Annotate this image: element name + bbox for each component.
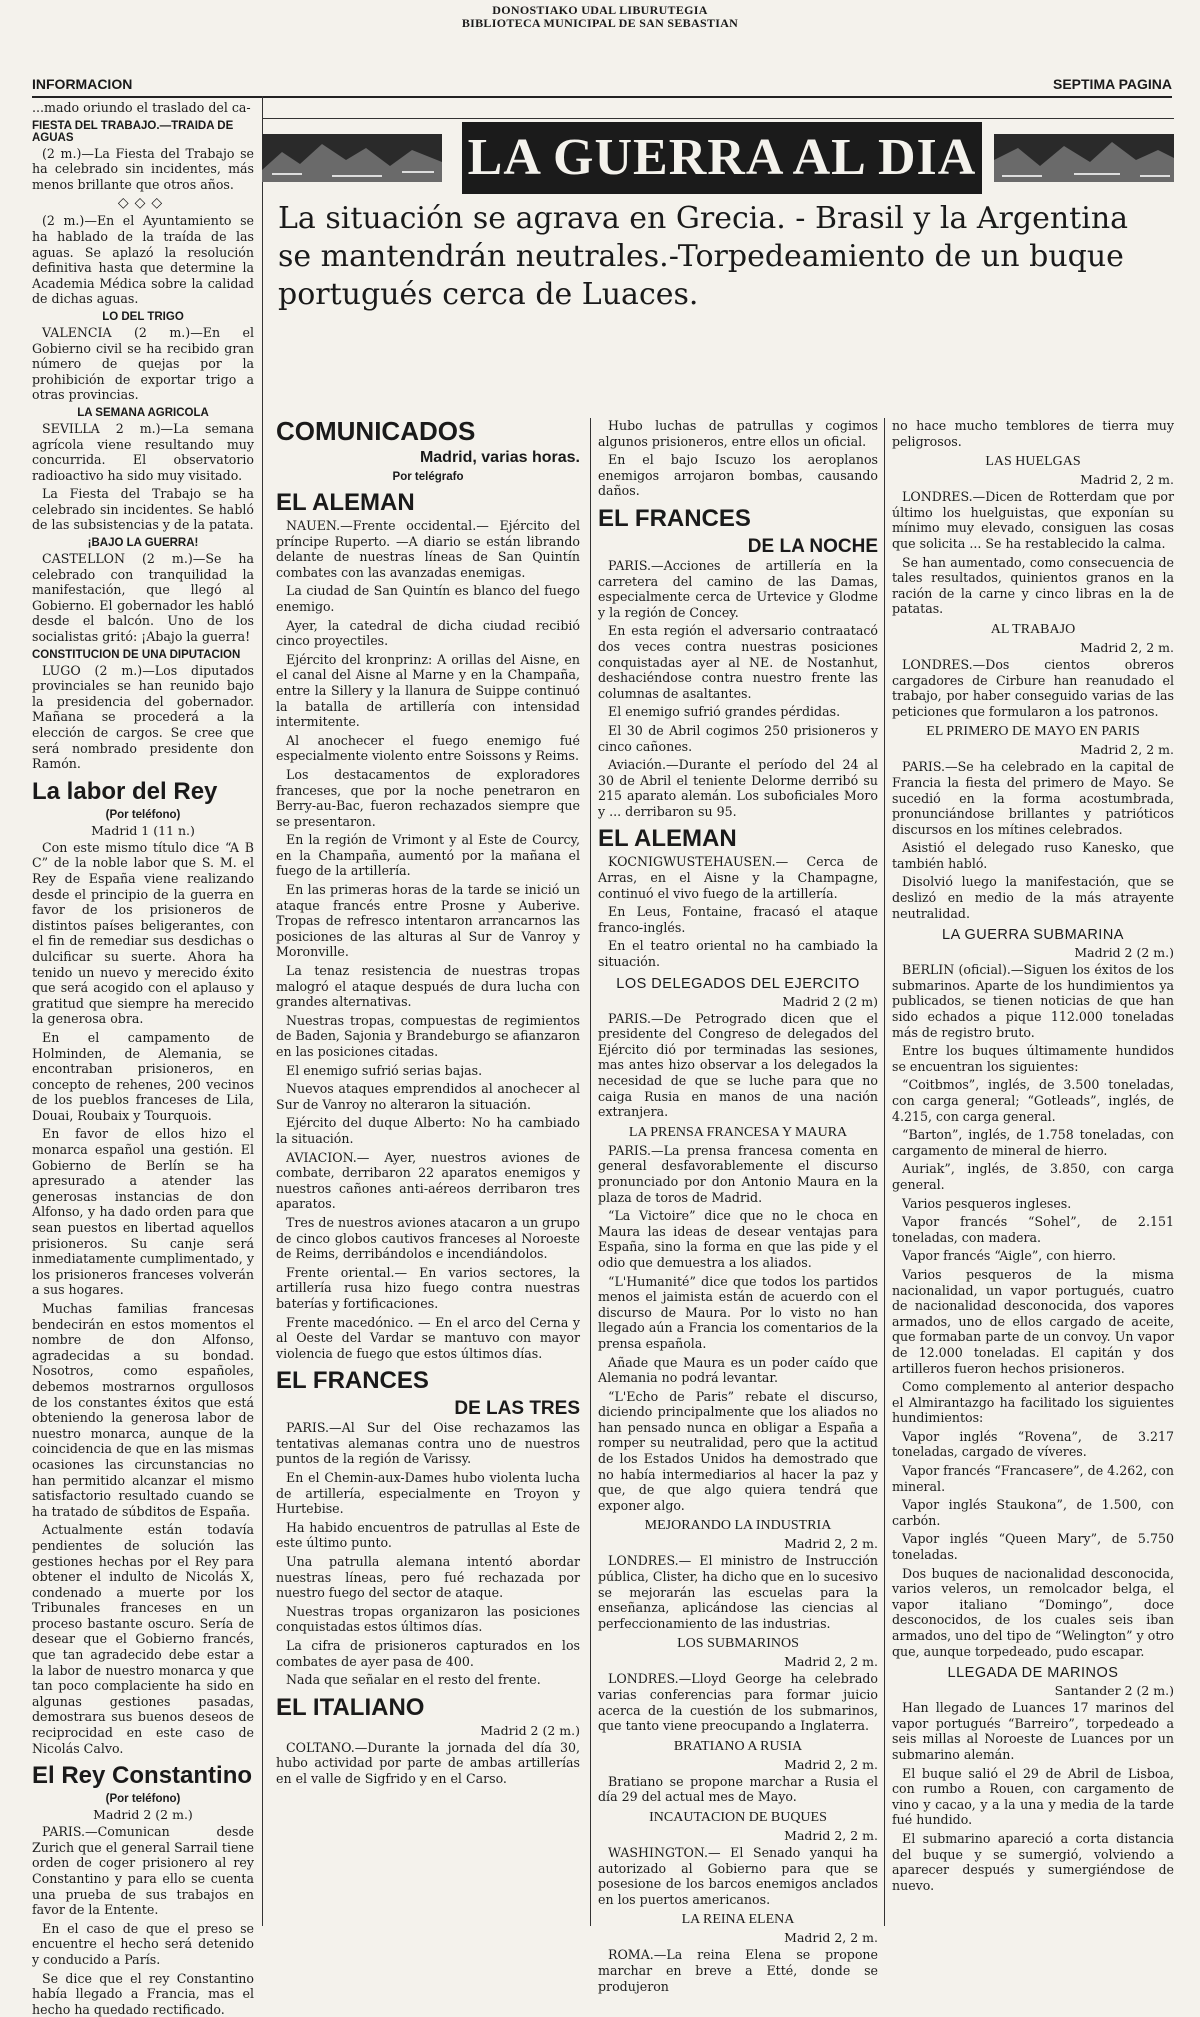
paragraph: Vapor francés “Francasere”, de 4.262, con mineral. xyxy=(892,1463,1174,1494)
dateline: Madrid 2, 2 m. xyxy=(1080,639,1174,655)
paragraph: El enemigo sufrió serias bajas. xyxy=(286,1062,483,1078)
archive-header xyxy=(0,4,1200,30)
paragraph: LONDRES.— El ministro de Instrucción pública, Clister, ha dicho que en lo sucesivo se mejorarán las escuelas para la enseñanza, aplicándose las ciencias al perfeccionamiento de las industrias. xyxy=(598,1553,878,1631)
section-title: COMUNICADOS xyxy=(276,416,476,446)
paragraph: Al anochecer el fuego enemigo fué especialmente violento entre Soissons y Reims. xyxy=(276,732,580,764)
paragraph: PARIS.—De Petrogrado dicen que el presidente del Congreso de delegados del Ejército dió por terminadas las sesiones, mas antes hizo observar a los delegados la necesidad de que se luche para que no caiga Rusia en manos de una nación extranjera. xyxy=(598,1010,878,1120)
paragraph: Muchas familias francesas bendecirán en estos momentos el nombre de don Alfonso, agradecidas a su bondad. Nosotros, como españoles, debemos mostrarnos orgullosos de los constantes éxitos que está obteniendo la generosa labor de nuestro monarca, aunque de la coincidencia de que en las mismas ocasiones las circunstancias no han permitido alcanzar el mismo satisfactorio resultado cuando se ha tratado de súbditos de España. xyxy=(32,1301,254,1519)
paragraph: “La Victoire” dice que no le choca en Maura las ideas de desear ventajas para España, sino la forma en que las pide y el odio que demuestra a los aliados. xyxy=(598,1208,878,1270)
article-title: MEJORANDO LA INDUSTRIA xyxy=(644,1518,832,1534)
banner-ornament-right xyxy=(994,130,1174,186)
paragraph: En las primeras horas de la tarde se inició un ataque francés entre Prosne y Auberive. Tropas de refresco intentaron arrancarnos las posiciones de las alturas al Sur de Vanroy y Moronville. xyxy=(276,882,580,960)
article-subtitle: DE LAS TRES xyxy=(454,1398,580,1420)
paragraph: Con este mismo título dice “A B C” de la noble labor que S. M. el Rey de España viene realizando desde el principio de la guerra en favor de los prisioneros de distintos países beligerantes, con el fin de remediar sus desdichas o dulcificar su suerte. Ahora ha tenido un nuevo y merecido éxito que será acogido con el aplauso y gratitud que siempre ha merecido la generosa obra. xyxy=(32,839,254,1027)
article-title: AL TRABAJO xyxy=(990,621,1076,637)
article-title: LA PRENSA FRANCESA Y MAURA xyxy=(628,1124,848,1140)
paragraph: Ejército del kronprinz: A orillas del Aisne, en el canal del Aisne al Marne y en la Champaña, entre la Sillery y la llanura de Suippe continuó la batalla de artillería con intensidad intermitente. xyxy=(276,651,580,730)
paragraph: CASTELLON (2 m.)—Se ha celebrado con tranquilidad la manifestación, que llegó al Gobierno. El gobernador les habló desde el balcón. Uno de los socialistas gritó: ¡Abajo la guerra! xyxy=(32,551,254,645)
dateline: Madrid 2 (2 m.) xyxy=(1074,945,1174,961)
paragraph: Una patrulla alemana intentó abordar nuestras líneas, pero fué rechazada por nuestro fuego del sector de ataque. xyxy=(276,1554,580,1601)
paragraph: Se dice que el rey Constantino había llegado a Francia, mas el hecho ha quedado rectificado. xyxy=(32,1970,254,2017)
banner xyxy=(262,122,1174,194)
paragraph: PARIS.—Al Sur del Oise rechazamos las tentativas alemanas contra uno de nuestros puntos de la región de Varissy. xyxy=(276,1420,580,1467)
paragraph: Hubo luchas de patrullas y cogimos algunos prisioneros, entre ellos un oficial. xyxy=(598,418,878,449)
paragraph: LUGO (2 m.)—Los diputados provinciales se han reunido bajo la presidencia del gobernador. Mañana se procederá a la elección de cargos. Se cree que será nombrado presidente don Ramón. xyxy=(32,662,254,772)
paragraph: Dos buques de nacionalidad desconocida, varios veleros, un remolcador belga, el vapor italiano “Domingo”, doce desconocidos, de los cuales seis iban armados, uno del tipo de “Welington” y otro que, aunque torpedeado, pudo escapar. xyxy=(892,1565,1174,1659)
paragraph: BERLIN (oficial).—Siguen los éxitos de los submarinos. Aparte de los hundimientos ya publicados, se tienen noticias de que han sido echados a pique 112.000 toneladas más de registro bruto. xyxy=(892,962,1174,1040)
paragraph: Vapor inglés “Rovena”, de 3.217 toneladas, cargado de víveres. xyxy=(892,1428,1174,1460)
paragraph: En el teatro oriental no ha cambiado la situación. xyxy=(598,938,878,970)
dateline: Madrid 2, 2 m. xyxy=(1080,742,1174,758)
paragraph: En favor de ellos hizo el monarca español una gestión. El Gobierno de Berlín se ha apresurado a atender las generosas instancias de don Alfonso, y ha dado orden para que sean puestos en libertad aquellos prisioneros. Su canje será inmediatamente cumplimentado, y los prisioneros franceses volverán a sus hogares. xyxy=(32,1126,254,1298)
paragraph: El enemigo sufrió grandes pérdidas. xyxy=(608,704,841,720)
paragraph: Ha habido encuentros de patrullas al Este de este último punto. xyxy=(276,1519,580,1551)
paragraph: Nuestras tropas organizaron las posiciones conquistadas estos últimos días. xyxy=(276,1603,580,1635)
dateline: Madrid 2, 2 m. xyxy=(784,1827,878,1843)
article-title: La labor del Rey xyxy=(32,777,218,805)
paragraph: Ejército del duque Alberto: No ha cambiado la situación. xyxy=(276,1115,580,1146)
column-right xyxy=(892,418,1174,1926)
paragraph: Como complemento al anterior despacho el Almirantazgo ha facilitado los siguientes hundimientos: xyxy=(892,1379,1174,1426)
paragraph: “Coitbmos”, inglés, de 3.500 toneladas, con carga general; “Gotleads”, inglés, de 4.215, con carga general. xyxy=(892,1077,1174,1124)
paragraph: Asistió el delegado ruso Kanesko, que también habló. xyxy=(892,840,1174,871)
column-comunicados xyxy=(276,418,580,1926)
paragraph: Ayer, la catedral de dicha ciudad recibió cinco proyectiles. xyxy=(276,617,580,649)
paragraph: PARIS.—La prensa francesa comenta en general desfavorablemente el discurso pronunciado por don Antonio Maura en la plaza de toros de Madrid. xyxy=(598,1142,878,1205)
paragraph: VALENCIA (2 m.)—En el Gobierno civil se ha recibido gran número de quejas por la prohibición de exportar trigo a otras provincias. xyxy=(32,324,254,403)
article-subtitle: DE LA NOCHE xyxy=(747,535,878,557)
paragraph: La Fiesta del Trabajo se ha celebrado sin incidentes. Se habló de las subsistencias y de la patata. xyxy=(32,486,254,533)
article-title: LOS DELEGADOS DEL EJERCITO xyxy=(616,975,860,992)
paragraph: Vapor francés “Aigle”, con hierro. xyxy=(902,1248,1117,1264)
column-rule xyxy=(262,96,263,1926)
banner-ornament-left xyxy=(262,130,442,186)
archive-line-1: DONOSTIAKO UDAL LIBURUTEGIA xyxy=(492,3,708,17)
article-title: EL ALEMAN xyxy=(598,825,737,853)
paragraph: Frente oriental.— En varios sectores, la artillería rusa hizo fuego contra nuestras baterías y fortificaciones. xyxy=(276,1264,580,1311)
paragraph: (2 m.)—La Fiesta del Trabajo se ha celebrado sin incidentes, más menos brillante que otros años. xyxy=(32,145,254,192)
paragraph: Vapor inglés “Queen Mary”, de 5.750 toneladas. xyxy=(892,1531,1174,1563)
paragraph: “L'Echo de Paris” rebate el discurso, diciendo principalmente que los aliados no han pensado nunca en obligar a España a romper su neutralidad, pero que la actitud de los Estados Unidos ha demostrado que no había intermediarios al hacer la paz y que, de que algo quiera tendrá que exponer algo. xyxy=(598,1388,878,1513)
subheading: FIESTA DEL TRABAJO.—TRAIDA DE AGUAS xyxy=(32,119,234,144)
paragraph: ...mado oriundo el traslado del ca- xyxy=(32,100,251,115)
paragraph: En la región de Vrimont y al Este de Courcy, en la Champaña, aumentó por la mañana el fuego de la artillería. xyxy=(276,832,580,879)
paragraph: Nuestras tropas, compuestas de regimientos de Baden, Sajonia y Brandeburgo se afianzaron en las posiciones citadas. xyxy=(276,1012,580,1059)
left-column xyxy=(32,100,254,2017)
paragraph: Añade que Maura es un poder caído que Alemania no podrá levantar. xyxy=(598,1354,878,1386)
paragraph: Disolvió luego la manifestación, que se deslizó en medio de la más atrayente neutralidad. xyxy=(892,874,1174,921)
article-title: LA GUERRA SUBMARINA xyxy=(942,927,1124,944)
paragraph: Aviación.—Durante el período del 24 al 30 de Abril el teniente Delorme derribó su 215 aparato alemán. Los suboficiales Moro y ... derribaron su 95. xyxy=(598,757,878,819)
paragraph: La cifra de prisioneros capturados en los combates de ayer pasa de 400. xyxy=(276,1638,580,1669)
dateline: Madrid 2 (2 m) xyxy=(782,993,878,1009)
article-title: EL FRANCES xyxy=(598,504,751,532)
dateline: Santander 2 (2 m.) xyxy=(1054,1683,1174,1699)
dateline: Madrid 1 (11 n.) xyxy=(91,822,195,838)
dateline: Madrid 2, 2 m. xyxy=(784,1930,878,1946)
subheading: LA SEMANA AGRICOLA xyxy=(77,406,209,419)
paragraph: Nada que señalar en el resto del frente. xyxy=(286,1672,541,1688)
article-title: LLEGADA DE MARINOS xyxy=(947,1665,1119,1682)
paragraph: En el campamento de Holminden, de Alemania, se encontraban prisioneros, en concepto de rehenes, 200 vecinos de los pueblos franceses de Lila, Douai, Roubaix y Tourquois. xyxy=(32,1029,254,1123)
paragraph: no hace mucho temblores de tierra muy peligrosos. xyxy=(892,418,1174,449)
paragraph: “Barton”, inglés, de 1.758 toneladas, con cargamento de mineral de hierro. xyxy=(892,1127,1174,1158)
page-runner xyxy=(32,74,1172,98)
paragraph: Entre los buques últimamente hundidos se encuentran los siguientes: xyxy=(892,1043,1174,1074)
paragraph: En el Chemin-aux-Dames hubo violenta lucha de artillería, especialmente en Troyon y Hurtebise. xyxy=(276,1470,580,1517)
paragraph: WASHINGTON.— El Senado yanqui ha autorizado al Gobierno para que se posesione de los barcos enemigos anclados en los puertos americanos. xyxy=(598,1844,878,1907)
paragraph: “L'Humanité” dice que todos los partidos menos el jaimista están de acuerdo con el discurso de Maura. Por lo visto no han llegado aún a Francia los comentarios de la prensa española. xyxy=(598,1273,878,1351)
paragraph: Actualmente están todavía pendientes de solución las gestiones hechas por el Rey para obtener el indulto de Nicolás X, condenado a muerte por los Tribunales franceses en un proceso bastante oscuro. Sería de desear que el Gobierno francés, que tan agradecido debe estar a la labor de nuestro monarca y que tan poco complaciente ha sido en algunas gestiones pasadas, demostrara sus buenos deseos de reciprocidad en este caso de Nicolás Calvo. xyxy=(32,1522,254,1756)
paragraph: En el bajo Iscuzo los aeroplanos enemigos arrojaron bombas, causando daños. xyxy=(598,452,878,499)
paragraph: La ciudad de San Quintín es blanco del fuego enemigo. xyxy=(276,583,580,614)
article-title: LAS HUELGAS xyxy=(985,454,1081,470)
paragraph: NAUEN.—Frente occidental.— Ejército del príncipe Ruperto. —A diario se están librando delante de nuestras líneas de San Quintín combates con las avanzadas enemigas. xyxy=(276,518,580,580)
paragraph: PARIS.—Comunican desde Zurich que el general Sarrail tiene orden de coger prisionero al rey Constantino y para ello se cuenta una prueba de sus trabajos en favor de la Entente. xyxy=(32,1824,254,1918)
paragraph: La tenaz resistencia de nuestras tropas malogró el ataque después de dura lucha con grandes alternativas. xyxy=(276,963,580,1010)
article-title: LOS SUBMARINOS xyxy=(677,1636,799,1652)
paragraph: En Leus, Fontaine, fracasó el ataque franco-inglés. xyxy=(598,904,878,935)
paragraph: COLTANO.—Durante la jornada del día 30, hubo actividad por parte de ambas artillerías en el valle de Sigfrido y en el Carso. xyxy=(276,1739,580,1786)
archive-line-2: BIBLIOTECA MUNICIPAL DE SAN SEBASTIAN xyxy=(461,16,739,30)
article-title: LA REINA ELENA xyxy=(681,1912,795,1928)
paragraph: Vapor francés “Sohel”, de 2.151 toneladas, con madera. xyxy=(892,1214,1174,1245)
paragraph: Han llegado de Luances 17 marinos del vapor portugués “Barreiro”, torpedeado a seis millas al Noroeste de Luances por un submarino alemán. xyxy=(892,1700,1174,1762)
paragraph: (2 m.)—En el Ayuntamiento se ha hablado de la traída de las aguas. Se aplazó la resolución definitiva hasta que determine la Academia Médica sobre la calidad de dichas aguas. xyxy=(32,213,254,307)
byline: (Por teléfono) xyxy=(105,1793,181,1806)
page-label: SEPTIMA PAGINA xyxy=(1052,76,1172,92)
dateline: Madrid 2 (2 m.) xyxy=(480,1722,580,1738)
byline: (Por teléfono) xyxy=(105,808,181,821)
paragraph: ROMA.—La reina Elena se propone marchar en breve a Etté, donde se produjeron xyxy=(598,1947,878,1994)
column-rule xyxy=(884,418,885,1926)
article-title: INCAUTACION DE BUQUES xyxy=(649,1809,827,1825)
dateline: Madrid 2, 2 m. xyxy=(784,1654,878,1670)
ornament: ◇◇◇ xyxy=(117,195,169,212)
paragraph: LONDRES.—Dos cientos obreros cargadores de Cirbure han reanudado el trabajo, por haber conseguido varias de las peticiones que formularon a los patronos. xyxy=(892,656,1174,719)
paragraph: Varios pesqueros de la misma nacionalidad, un vapor portugués, cuatro de nacionalidad desconocida, dos vapores armados, uno de ellos cargado de aceite, que formaban parte de un convoy. Un vapor de 12.000 toneladas. El capitán y dos artilleros fueron hechos prisioneros. xyxy=(892,1266,1174,1376)
paragraph: Varios pesqueros ingleses. xyxy=(902,1195,1072,1211)
dateline: Madrid 2, 2 m. xyxy=(784,1536,878,1552)
dateline: Madrid 2, 2 m. xyxy=(784,1756,878,1772)
subheading: CONSTITUCION DE UNA DIPUTACION xyxy=(32,648,241,661)
subheading: LO DEL TRIGO xyxy=(102,310,184,323)
paragraph: Frente macedónico. — En el arco del Cerna y al Oeste del Vardar se mantuvo con mayor violencia de fuego que estos últimos días. xyxy=(276,1314,580,1361)
column-rule xyxy=(590,418,591,1926)
paragraph: Los destacamentos de exploradores franceses, que por la noche penetraron en Berry-au-Bac, fueron rechazados siempre que se presentaron. xyxy=(276,766,580,829)
paragraph: KOCNIGWUSTEHAUSEN.— Cerca de Arras, en el Aisne y la Champagne, continuó el vivo fuego de la artillería. xyxy=(598,854,878,901)
paragraph: En el caso de que el preso se encuentre el hecho será detenido y conducido a París. xyxy=(32,1920,254,1967)
section-subtitle: Madrid, varias horas. xyxy=(419,449,580,466)
article-title: EL ALEMAN xyxy=(276,489,415,516)
paragraph: Auriak”, inglés, de 3.850, con carga general. xyxy=(892,1161,1174,1192)
paragraph: El buque salió el 29 de Abril de Lisboa, con rumbo a Rouen, con cargamento de vino y cacao, y a la una y media de la tarde fué hundido. xyxy=(892,1765,1174,1828)
article-title: BRATIANO A RUSIA xyxy=(673,1738,803,1754)
paragraph: PARIS.—Acciones de artillería en la carretera del camino de las Damas, especialmente cerca de Urtevice y Glodme y la región de Concey. xyxy=(598,557,878,620)
paragraph: Nuevos ataques emprendidos al anochecer al Sur de Vanroy no alteraron la situación. xyxy=(276,1081,580,1112)
column-middle xyxy=(598,418,878,1994)
dateline: Madrid 2 (2 m.) xyxy=(93,1807,193,1823)
paragraph: Bratiano se propone marchar a Rusia el día 29 del actual mes de Mayo. xyxy=(598,1773,878,1805)
paragraph: LONDRES.—Lloyd George ha celebrado varias conferencias para formar juicio acerca de la cuestión de los submarinos, que tanto viene preocupando a Inglaterra. xyxy=(598,1671,878,1734)
paragraph: Se han aumentado, como consecuencia de tales resultados, quinientos granos en la ración de la carne y cinco libras en la de patatas. xyxy=(892,554,1174,617)
paragraph: El 30 de Abril cogimos 250 prisioneros y cinco cañones. xyxy=(598,722,878,754)
article-title: El Rey Constantino xyxy=(32,1762,253,1790)
article-title: EL FRANCES xyxy=(276,1367,429,1395)
paragraph: SEVILLA 2 m.)—La semana agrícola viene resultando muy concurrida. El observatorio radioactivo ha sido muy visitado. xyxy=(32,420,254,483)
paragraph: En esta región el adversario contraatacó dos veces contra nuestras posiciones conquistadas ayer al NE. de Nostanhut, deshaciéndose contra nuestro frente las columnas de asaltantes. xyxy=(598,623,878,701)
article-title: EL PRIMERO DE MAYO EN PARIS xyxy=(926,724,1140,740)
paragraph: El submarino apareció a corta distancia del buque y se sumergió, volviendo a aparecer después y sumergiéndose de nuevo. xyxy=(892,1830,1174,1893)
paragraph: AVIACION.— Ayer, nuestros aviones de combate, derribaron 22 aparatos enemigos y nuestros cañones anti-aéreos derribaron tres aparatos. xyxy=(276,1149,580,1212)
paragraph: LONDRES.—Dicen de Rotterdam que por último los huelguistas, que exponían su mínimo muy elevado, consiguen las cosas que solicita ... Se ha restablecido la calma. xyxy=(892,489,1174,551)
byline: Por telégrafo xyxy=(392,471,464,483)
section-label: INFORMACION xyxy=(32,76,133,92)
banner-title: LA GUERRA AL DIA xyxy=(462,122,982,194)
paragraph: PARIS.—Se ha celebrado en la capital de Francia la fiesta del primero de Mayo. Se sucedió en la forma acostumbrada, pronunciándose brillantes y patrióticos discursos en los mítines celebrados. xyxy=(892,759,1174,837)
main-headline: La situación se agrava en Grecia. - Brasil y la Argentina se mantendrán neutrales.-Torpedeamiento de un buque portugués cerca de Luaces. xyxy=(278,201,1129,312)
dateline: Madrid 2, 2 m. xyxy=(1080,472,1174,488)
banner-rule xyxy=(262,118,1174,119)
paragraph: Vapor inglés Staukona”, de 1.500, con carbón. xyxy=(892,1497,1174,1528)
paragraph: Tres de nuestros aviones atacaron a un grupo de cinco globos cautivos franceses al Noroeste de Reims, derribándolos e incendiándolos. xyxy=(276,1214,580,1262)
article-title: EL ITALIANO xyxy=(276,1693,425,1721)
subheading: ¡BAJO LA GUERRA! xyxy=(87,537,199,550)
